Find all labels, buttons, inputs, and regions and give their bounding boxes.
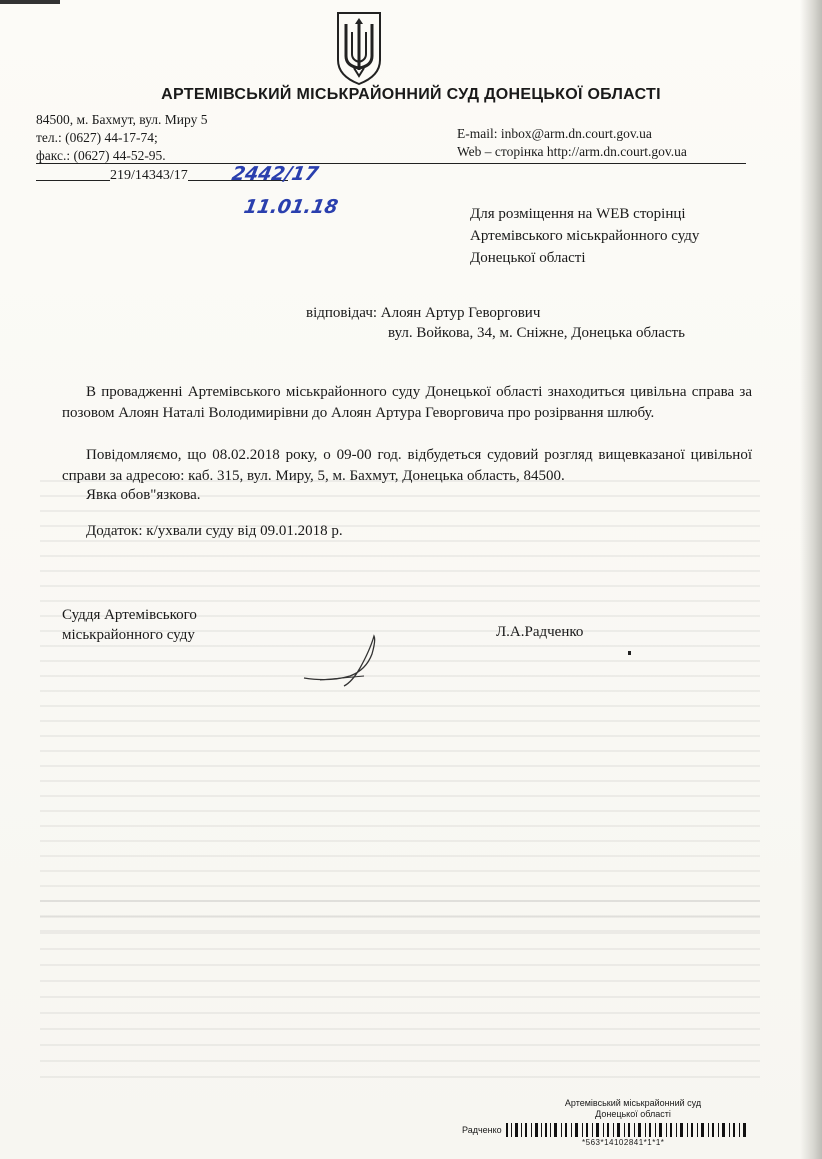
stamp-court-line: Артемівський міськрайонний суд [564, 1098, 702, 1108]
header-divider [36, 163, 746, 164]
attendance-notice: Явка обов"язкова. [86, 487, 201, 503]
defendant-name: відповідач: Алоян Артур Геворгович [306, 305, 541, 321]
page-edge-shadow [800, 0, 822, 1159]
court-address: 84500, м. Бахмут, вул. Миру 5 [36, 112, 208, 127]
court-name: АРТЕМІВСЬКИЙ МІСЬКРАЙОННИЙ СУД ДОНЕЦЬКОЇ ОБЛАСТІ [161, 86, 661, 103]
judge-signature [300, 630, 410, 690]
registration-blank [36, 166, 110, 181]
coat-of-arms-icon [334, 10, 384, 86]
barcode-icon [506, 1123, 746, 1137]
handwritten-incoming-number: 2442/17 [230, 163, 321, 185]
registration-stamp [462, 1093, 752, 1147]
court-phone: тел.: (0627) 44-17-74; [36, 130, 158, 145]
attachment-note: Додаток: к/ухвали суду від 09.01.2018 р. [86, 523, 343, 539]
handwritten-date: 11.01.18 [242, 196, 340, 218]
court-fax: факс.: (0627) 44-52-95. [36, 148, 166, 163]
barcode-number: *563*14102841*1*1* [582, 1138, 665, 1147]
stamp-court-line: Донецької області [595, 1109, 671, 1119]
judge-name: Л.А.Радченко [496, 624, 584, 640]
page-corner-mark [0, 0, 60, 16]
recipient-line: Для розміщення на WEB сторінці [470, 206, 686, 222]
stamp-clerk-name: Радченко [462, 1125, 502, 1135]
registration-number-text: 219/14343/17 [110, 168, 188, 183]
stamp-court [558, 1098, 708, 1120]
notice-paragraph-case: В провадженні Артемівського міськрайонного суду Донецької області знаходиться цивільна справа за позовом Алоян Наталі Володимирівни до Алоян Артура Геворговича про розірвання шлюбу. [62, 384, 752, 421]
recipient-line: Донецької області [470, 250, 586, 266]
judge-title [62, 605, 197, 645]
court-website: Web – сторінка http://arm.dn.court.gov.ua [457, 144, 687, 159]
judge-title-line: міськрайонного суду [62, 627, 195, 643]
recipient-block [470, 203, 699, 269]
recipient-line: Артемівського міськрайонного суду [470, 228, 700, 244]
court-email: E-mail: inbox@arm.dn.court.gov.ua [457, 126, 652, 141]
bleed-through-text [40, 900, 760, 1080]
bleed-through-text [40, 480, 760, 940]
notice-paragraph-hearing: Повідомляємо, що 08.02.2018 року, о 09-00 год. відбудеться судовий розгляд вищевказаної цивільної справи за адресою: каб. 315, вул. Миру, 5, м. Бахмут, Донецька область, 84500. [62, 447, 752, 484]
ink-dot [628, 651, 631, 655]
judge-title-line: Суддя Артемівського [62, 607, 197, 623]
defendant-address: вул. Войкова, 34, м. Сніжне, Донецька область [388, 325, 685, 341]
